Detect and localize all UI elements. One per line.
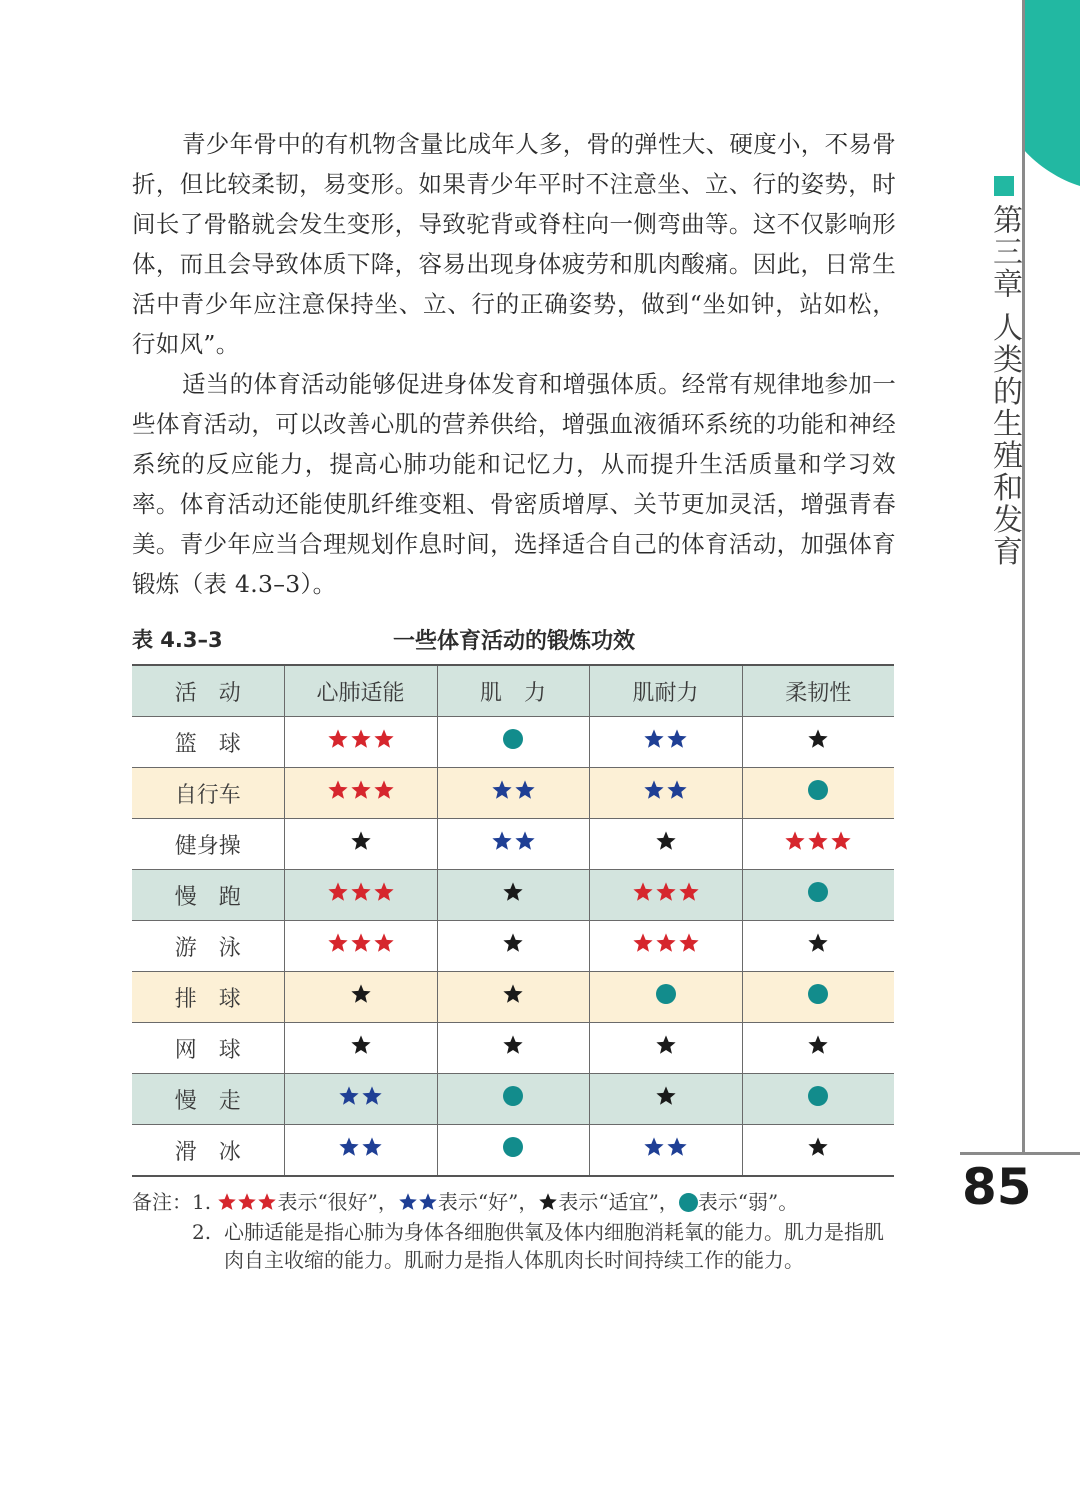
rating-suitable — [502, 983, 524, 1005]
table-row — [132, 768, 894, 819]
rating-suitable — [807, 1034, 829, 1056]
activity-cell: 慢 走 — [132, 1074, 284, 1125]
teal-dot-icon — [808, 1086, 828, 1106]
rating-very-good — [327, 779, 395, 801]
table-row — [132, 819, 894, 870]
table-caption — [132, 624, 896, 660]
blue-star-icon — [666, 1136, 688, 1158]
black-star-icon — [502, 881, 524, 903]
blue-star-icon — [338, 1136, 360, 1158]
note-2-number: 2. — [192, 1220, 212, 1244]
red-star-icon — [350, 932, 372, 954]
rating-weak — [503, 1086, 523, 1106]
activity-cell: 慢 跑 — [132, 870, 284, 921]
very-good-stars-icon — [217, 1190, 277, 1214]
table-row — [132, 1125, 894, 1177]
table-title: 一些体育活动的锻炼功效 — [392, 629, 635, 654]
activity-cell: 篮 球 — [132, 717, 284, 768]
table-row — [132, 1074, 894, 1125]
activity-cell: 排 球 — [132, 972, 284, 1023]
activity-cell: 自行车 — [132, 768, 284, 819]
cardio-rating-cell — [284, 768, 437, 819]
rating-very-good — [784, 830, 852, 852]
red-star-icon — [655, 932, 677, 954]
rating-suitable — [807, 1136, 829, 1158]
endurance-rating-cell — [589, 819, 742, 870]
blue-star-icon — [338, 1085, 360, 1107]
rating-weak — [808, 882, 828, 902]
teal-dot-icon — [656, 984, 676, 1004]
rating-suitable — [655, 1034, 677, 1056]
body-text — [132, 124, 896, 604]
table-header-row — [132, 665, 894, 717]
cardio-rating-cell — [284, 717, 437, 768]
cardio-rating-cell — [284, 819, 437, 870]
flexibility-rating-cell — [742, 870, 894, 921]
note-1 — [132, 1188, 922, 1218]
red-star-icon — [327, 932, 349, 954]
teal-dot-icon — [808, 780, 828, 800]
endurance-rating-cell — [589, 921, 742, 972]
black-star-icon — [807, 932, 829, 954]
blue-star-icon — [643, 779, 665, 801]
strength-rating-cell — [437, 717, 589, 768]
black-star-icon — [350, 1034, 372, 1056]
blue-star-icon — [666, 728, 688, 750]
blue-star-icon — [514, 779, 536, 801]
cardio-rating-cell — [284, 1023, 437, 1074]
blue-star-icon — [643, 728, 665, 750]
blue-star-icon — [666, 779, 688, 801]
chapter-title: 第三章 人类的生殖和发育 — [987, 204, 1022, 568]
blue-star-icon — [361, 1136, 383, 1158]
endurance-rating-cell — [589, 1023, 742, 1074]
rating-suitable — [502, 932, 524, 954]
flexibility-rating-cell — [742, 1023, 894, 1074]
endurance-rating-cell — [589, 1074, 742, 1125]
rating-suitable — [807, 728, 829, 750]
endurance-rating-cell — [589, 1125, 742, 1177]
teal-dot-icon — [679, 1193, 698, 1212]
note-2 — [192, 1218, 892, 1274]
rating-suitable — [350, 983, 372, 1005]
teal-dot-icon — [503, 729, 523, 749]
teal-dot-icon — [503, 1137, 523, 1157]
strength-rating-cell — [437, 1074, 589, 1125]
rating-good — [643, 779, 688, 801]
strength-rating-cell — [437, 768, 589, 819]
rating-weak — [808, 780, 828, 800]
table-notes — [132, 1188, 922, 1274]
paragraph-1: 青少年骨中的有机物含量比成年人多，骨的弹性大、硬度小，不易骨折，但比较柔韧，易变形。如果青少年平时不注意坐、立、行的姿势，时间长了骨骼就会发生变形，导致驼背或脊柱向一侧弯曲等。这不仅影响形体，而且会导致体质下降，容易出现身体疲劳和肌肉酸痛。因此，日常生活中青少年应注意保持坐、立、行的正确姿势，做到“坐如钟，站如松，行如风”。 — [132, 130, 896, 358]
red-star-icon — [373, 881, 395, 903]
header-cardio: 心肺适能 — [284, 665, 437, 717]
header-activity: 活 动 — [132, 665, 284, 717]
exercise-effects-table — [132, 664, 894, 1177]
note-1-good: 表示“好”， — [437, 1190, 539, 1214]
teal-dot-icon — [503, 1086, 523, 1106]
blue-star-icon — [418, 1192, 438, 1212]
rating-suitable — [655, 1085, 677, 1107]
flexibility-rating-cell — [742, 1074, 894, 1125]
side-rule — [1022, 0, 1025, 1154]
red-star-icon — [327, 881, 349, 903]
cardio-rating-cell — [284, 1125, 437, 1177]
rating-suitable — [502, 1034, 524, 1056]
table-number: 表 4.3–3 — [132, 628, 223, 652]
black-star-icon — [655, 1034, 677, 1056]
black-star-icon — [538, 1192, 558, 1212]
black-star-icon — [350, 983, 372, 1005]
rating-good — [491, 779, 536, 801]
table-row — [132, 870, 894, 921]
suitable-star-icon — [538, 1190, 558, 1214]
table-row — [132, 972, 894, 1023]
rating-good — [643, 1136, 688, 1158]
black-star-icon — [807, 1136, 829, 1158]
black-star-icon — [807, 1034, 829, 1056]
red-star-icon — [327, 779, 349, 801]
red-star-icon — [350, 779, 372, 801]
strength-rating-cell — [437, 870, 589, 921]
rating-very-good — [632, 881, 700, 903]
red-star-icon — [373, 728, 395, 750]
black-star-icon — [502, 932, 524, 954]
red-star-icon — [632, 881, 654, 903]
flexibility-rating-cell — [742, 1125, 894, 1177]
activity-cell: 网 球 — [132, 1023, 284, 1074]
teal-dot-icon — [808, 984, 828, 1004]
table-row — [132, 717, 894, 768]
red-star-icon — [237, 1192, 257, 1212]
red-star-icon — [350, 728, 372, 750]
flexibility-rating-cell — [742, 819, 894, 870]
endurance-rating-cell — [589, 870, 742, 921]
cardio-rating-cell — [284, 972, 437, 1023]
flexibility-rating-cell — [742, 972, 894, 1023]
red-star-icon — [830, 830, 852, 852]
activity-cell: 滑 冰 — [132, 1125, 284, 1177]
rating-suitable — [350, 830, 372, 852]
red-star-icon — [350, 881, 372, 903]
flexibility-rating-cell — [742, 921, 894, 972]
rating-weak — [808, 984, 828, 1004]
rating-suitable — [807, 932, 829, 954]
cardio-rating-cell — [284, 1074, 437, 1125]
rating-good — [491, 830, 536, 852]
strength-rating-cell — [437, 1023, 589, 1074]
strength-rating-cell — [437, 972, 589, 1023]
rating-weak — [503, 729, 523, 749]
rating-suitable — [655, 830, 677, 852]
teal-dot-icon — [808, 882, 828, 902]
header-flexibility: 柔韧性 — [742, 665, 894, 717]
black-star-icon — [502, 1034, 524, 1056]
note-1-very-good: 表示“很好”， — [277, 1190, 398, 1214]
rating-good — [643, 728, 688, 750]
red-star-icon — [655, 881, 677, 903]
endurance-rating-cell — [589, 768, 742, 819]
page-number: 85 — [962, 1158, 1032, 1216]
weak-dot-icon — [679, 1190, 698, 1214]
note-1-weak: 表示“弱”。 — [697, 1190, 799, 1214]
rating-weak — [503, 1137, 523, 1157]
endurance-rating-cell — [589, 972, 742, 1023]
blue-star-icon — [491, 779, 513, 801]
black-star-icon — [655, 830, 677, 852]
strength-rating-cell — [437, 921, 589, 972]
blue-star-icon — [361, 1085, 383, 1107]
red-star-icon — [373, 932, 395, 954]
red-star-icon — [678, 932, 700, 954]
strength-rating-cell — [437, 819, 589, 870]
table-body — [132, 717, 894, 1177]
good-stars-icon — [398, 1190, 438, 1214]
red-star-icon — [373, 779, 395, 801]
blue-star-icon — [398, 1192, 418, 1212]
flexibility-rating-cell — [742, 717, 894, 768]
blue-star-icon — [514, 830, 536, 852]
black-star-icon — [807, 728, 829, 750]
rating-very-good — [327, 728, 395, 750]
table-row — [132, 921, 894, 972]
notes-label: 备注： — [132, 1190, 192, 1214]
black-star-icon — [655, 1085, 677, 1107]
note-2-text: 心肺适能是指心肺为身体各细胞供氧及体内细胞消耗氧的能力。肌力是指肌肉自主收缩的能力。肌耐力是指人体肌肉长时间持续工作的能力。 — [224, 1220, 884, 1272]
blue-star-icon — [491, 830, 513, 852]
red-star-icon — [632, 932, 654, 954]
black-star-icon — [350, 830, 372, 852]
table-row — [132, 1023, 894, 1074]
chapter-marker-square — [994, 176, 1014, 196]
header-strength: 肌 力 — [437, 665, 589, 717]
black-star-icon — [502, 983, 524, 1005]
red-star-icon — [257, 1192, 277, 1212]
page-number-rule — [960, 1152, 1080, 1155]
rating-weak — [808, 1086, 828, 1106]
header-endurance: 肌耐力 — [589, 665, 742, 717]
red-star-icon — [217, 1192, 237, 1212]
cardio-rating-cell — [284, 921, 437, 972]
strength-rating-cell — [437, 1125, 589, 1177]
rating-very-good — [632, 932, 700, 954]
red-star-icon — [327, 728, 349, 750]
red-star-icon — [784, 830, 806, 852]
activity-cell: 健身操 — [132, 819, 284, 870]
red-star-icon — [807, 830, 829, 852]
note-1-suitable: 表示“适宜”， — [558, 1190, 679, 1214]
blue-star-icon — [643, 1136, 665, 1158]
note-1-number: 1. — [192, 1190, 212, 1214]
rating-good — [338, 1085, 383, 1107]
rating-suitable — [350, 1034, 372, 1056]
rating-suitable — [502, 881, 524, 903]
red-star-icon — [678, 881, 700, 903]
flexibility-rating-cell — [742, 768, 894, 819]
activity-cell: 游 泳 — [132, 921, 284, 972]
paragraph-2: 适当的体育活动能够促进身体发育和增强体质。经常有规律地参加一些体育活动，可以改善心肌的营养供给，增强血液循环系统的功能和神经系统的反应能力，提高心肺功能和记忆力，从而提升生活质量和学习效率。体育活动还能使肌纤维变粗、骨密质增厚、关节更加灵活，增强青春美。青少年应当合理规划作息时间，选择适合自己的体育活动，加强体育锻炼（表 4.3–3）。 — [132, 370, 896, 598]
rating-weak — [656, 984, 676, 1004]
rating-good — [338, 1136, 383, 1158]
rating-very-good — [327, 881, 395, 903]
corner-teal-band — [1020, 0, 1080, 190]
cardio-rating-cell — [284, 870, 437, 921]
rating-very-good — [327, 932, 395, 954]
endurance-rating-cell — [589, 717, 742, 768]
